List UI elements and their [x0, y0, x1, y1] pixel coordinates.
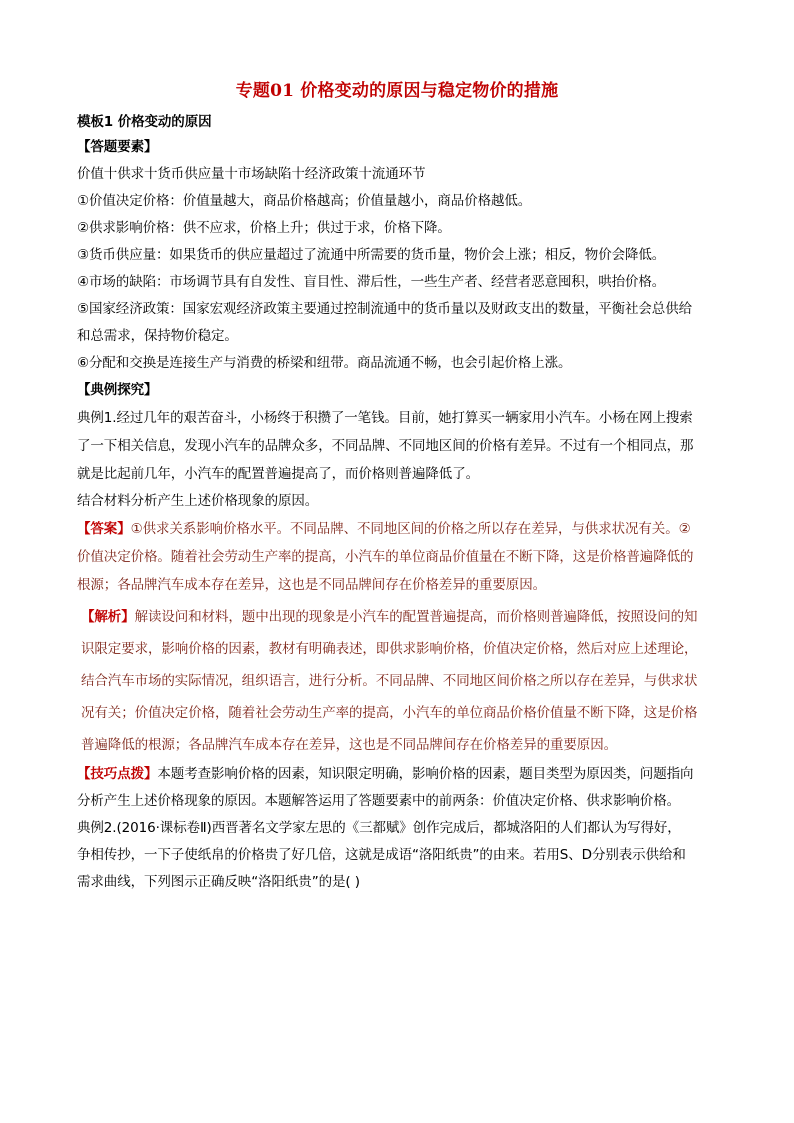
tip-line-2: 分析产生上述价格现象的原因。本题解答运用了答题要素中的前两条：价值决定价格、供求影响价格。 — [77, 793, 680, 809]
analysis-tag: 【解析】 — [81, 609, 135, 625]
point-5-cont: 和总需求，保持物价稳定。 — [77, 328, 238, 344]
tip-text-1: 本题考查影响价格的因素，知识限定明确，影响价格的因素，题目类型为原因类，问题指向 — [157, 766, 694, 782]
analysis-text-1: 解读设问和材料，题中出现的现象是小汽车的配置普遍提高，而价格则普遍降低，按照设问的知 — [134, 609, 698, 625]
point-1: ①价值决定价格：价值量越大，商品价格越高；价值量越小，商品价格越低。 — [77, 193, 532, 209]
section-elements-heading: 【答题要素】 — [77, 139, 158, 155]
answer-line-1 — [77, 521, 727, 537]
point-4: ④市场的缺陷：市场调节具有自发性、盲目性、滞后性，一些生产者、经营者恶意囤积，哄抬价格。 — [77, 274, 666, 290]
answer-line-3: 根源；各品牌汽车成本存在差异，这也是不同品牌间存在价格差异的重要原因。 — [77, 577, 546, 593]
answer-tag: 【答案】 — [77, 521, 131, 537]
example2-line-2: 争相传抄，一下子使纸帛的价格贵了好几倍，这就是成语“洛阳纸贵”的由来。若用S、D分别表示供给和 — [77, 847, 686, 863]
point-6: ⑥分配和交换是连接生产与消费的桥梁和纽带。商品流通不畅，也会引起价格上涨。 — [77, 355, 572, 371]
analysis-line-2: 识限定要求，影响价格的因素，教材有明确表述，即供求影响价格，价值决定价格，然后对应上述理论， — [81, 641, 698, 657]
point-3: ③货币供应量：如果货币的供应量超过了流通中所需要的货币量，物价会上涨；相反，物价会降低。 — [77, 247, 666, 263]
analysis-line-5: 普遍降低的根源；各品牌汽车成本存在差异，这也是不同品牌间存在价格差异的重要原因。 — [81, 737, 617, 753]
example2-line-3: 需求曲线，下列图示正确反映“洛阳纸贵”的是( ) — [77, 874, 360, 890]
example2-line-1: 典例2.(2016·课标卷Ⅱ)西晋著名文学家左思的《三都赋》创作完成后，都城洛阳的人们都认为写得好， — [77, 820, 681, 836]
tip-tag: 【技巧点拨】 — [77, 766, 158, 782]
example1-line-1: 典例1.经过几年的艰苦奋斗，小杨终于积攒了一笔钱。目前，她打算买一辆家用小汽车。小杨在网上搜索 — [77, 410, 693, 426]
analysis-line-1 — [81, 609, 731, 625]
point-5: ⑤国家经济政策：国家宏观经济政策主要通过控制流通中的货币量以及财政支出的数量，平衡社会总供给 — [77, 301, 693, 317]
analysis-line-4: 况有关；价值决定价格，随着社会劳动生产率的提高，小汽车的单位商品价格价值量不断下降，这是价格 — [81, 705, 698, 721]
example1-question: 结合材料分析产生上述价格现象的原因。 — [77, 493, 319, 509]
analysis-line-3: 结合汽车市场的实际情况，组织语言，进行分析。不同品牌、不同地区间价格之所以存在差异，与供求状 — [81, 673, 698, 689]
template-heading: 模板1 价格变动的原因 — [77, 114, 212, 130]
example1-line-3: 就是比起前几年，小汽车的配置普遍提高了，而价格则普遍降低了。 — [77, 466, 479, 482]
section-examples-heading: 【典例探究】 — [77, 382, 158, 398]
tip-line-1 — [77, 766, 727, 782]
page-title: 专题01 价格变动的原因与稳定物价的措施 — [235, 81, 559, 101]
answer-text-1: ①供求关系影响价格水平。不同品牌、不同地区间的价格之所以存在差异，与供求状况有关。② — [130, 521, 691, 537]
point-2: ②供求影响价格：供不应求，价格上升；供过于求，价格下降。 — [77, 220, 451, 236]
formula-line: 价值十供求十货币供应量十市场缺陷十经济政策十流通环节 — [77, 166, 426, 182]
answer-line-2: 价值决定价格。随着社会劳动生产率的提高，小汽车的单位商品价值量在不断下降，这是价格普遍降低的 — [77, 549, 694, 565]
example1-line-2: 了一下相关信息，发现小汽车的品牌众多，不同品牌、不同地区间的价格有差异。不过有一个相同点，那 — [77, 438, 694, 454]
